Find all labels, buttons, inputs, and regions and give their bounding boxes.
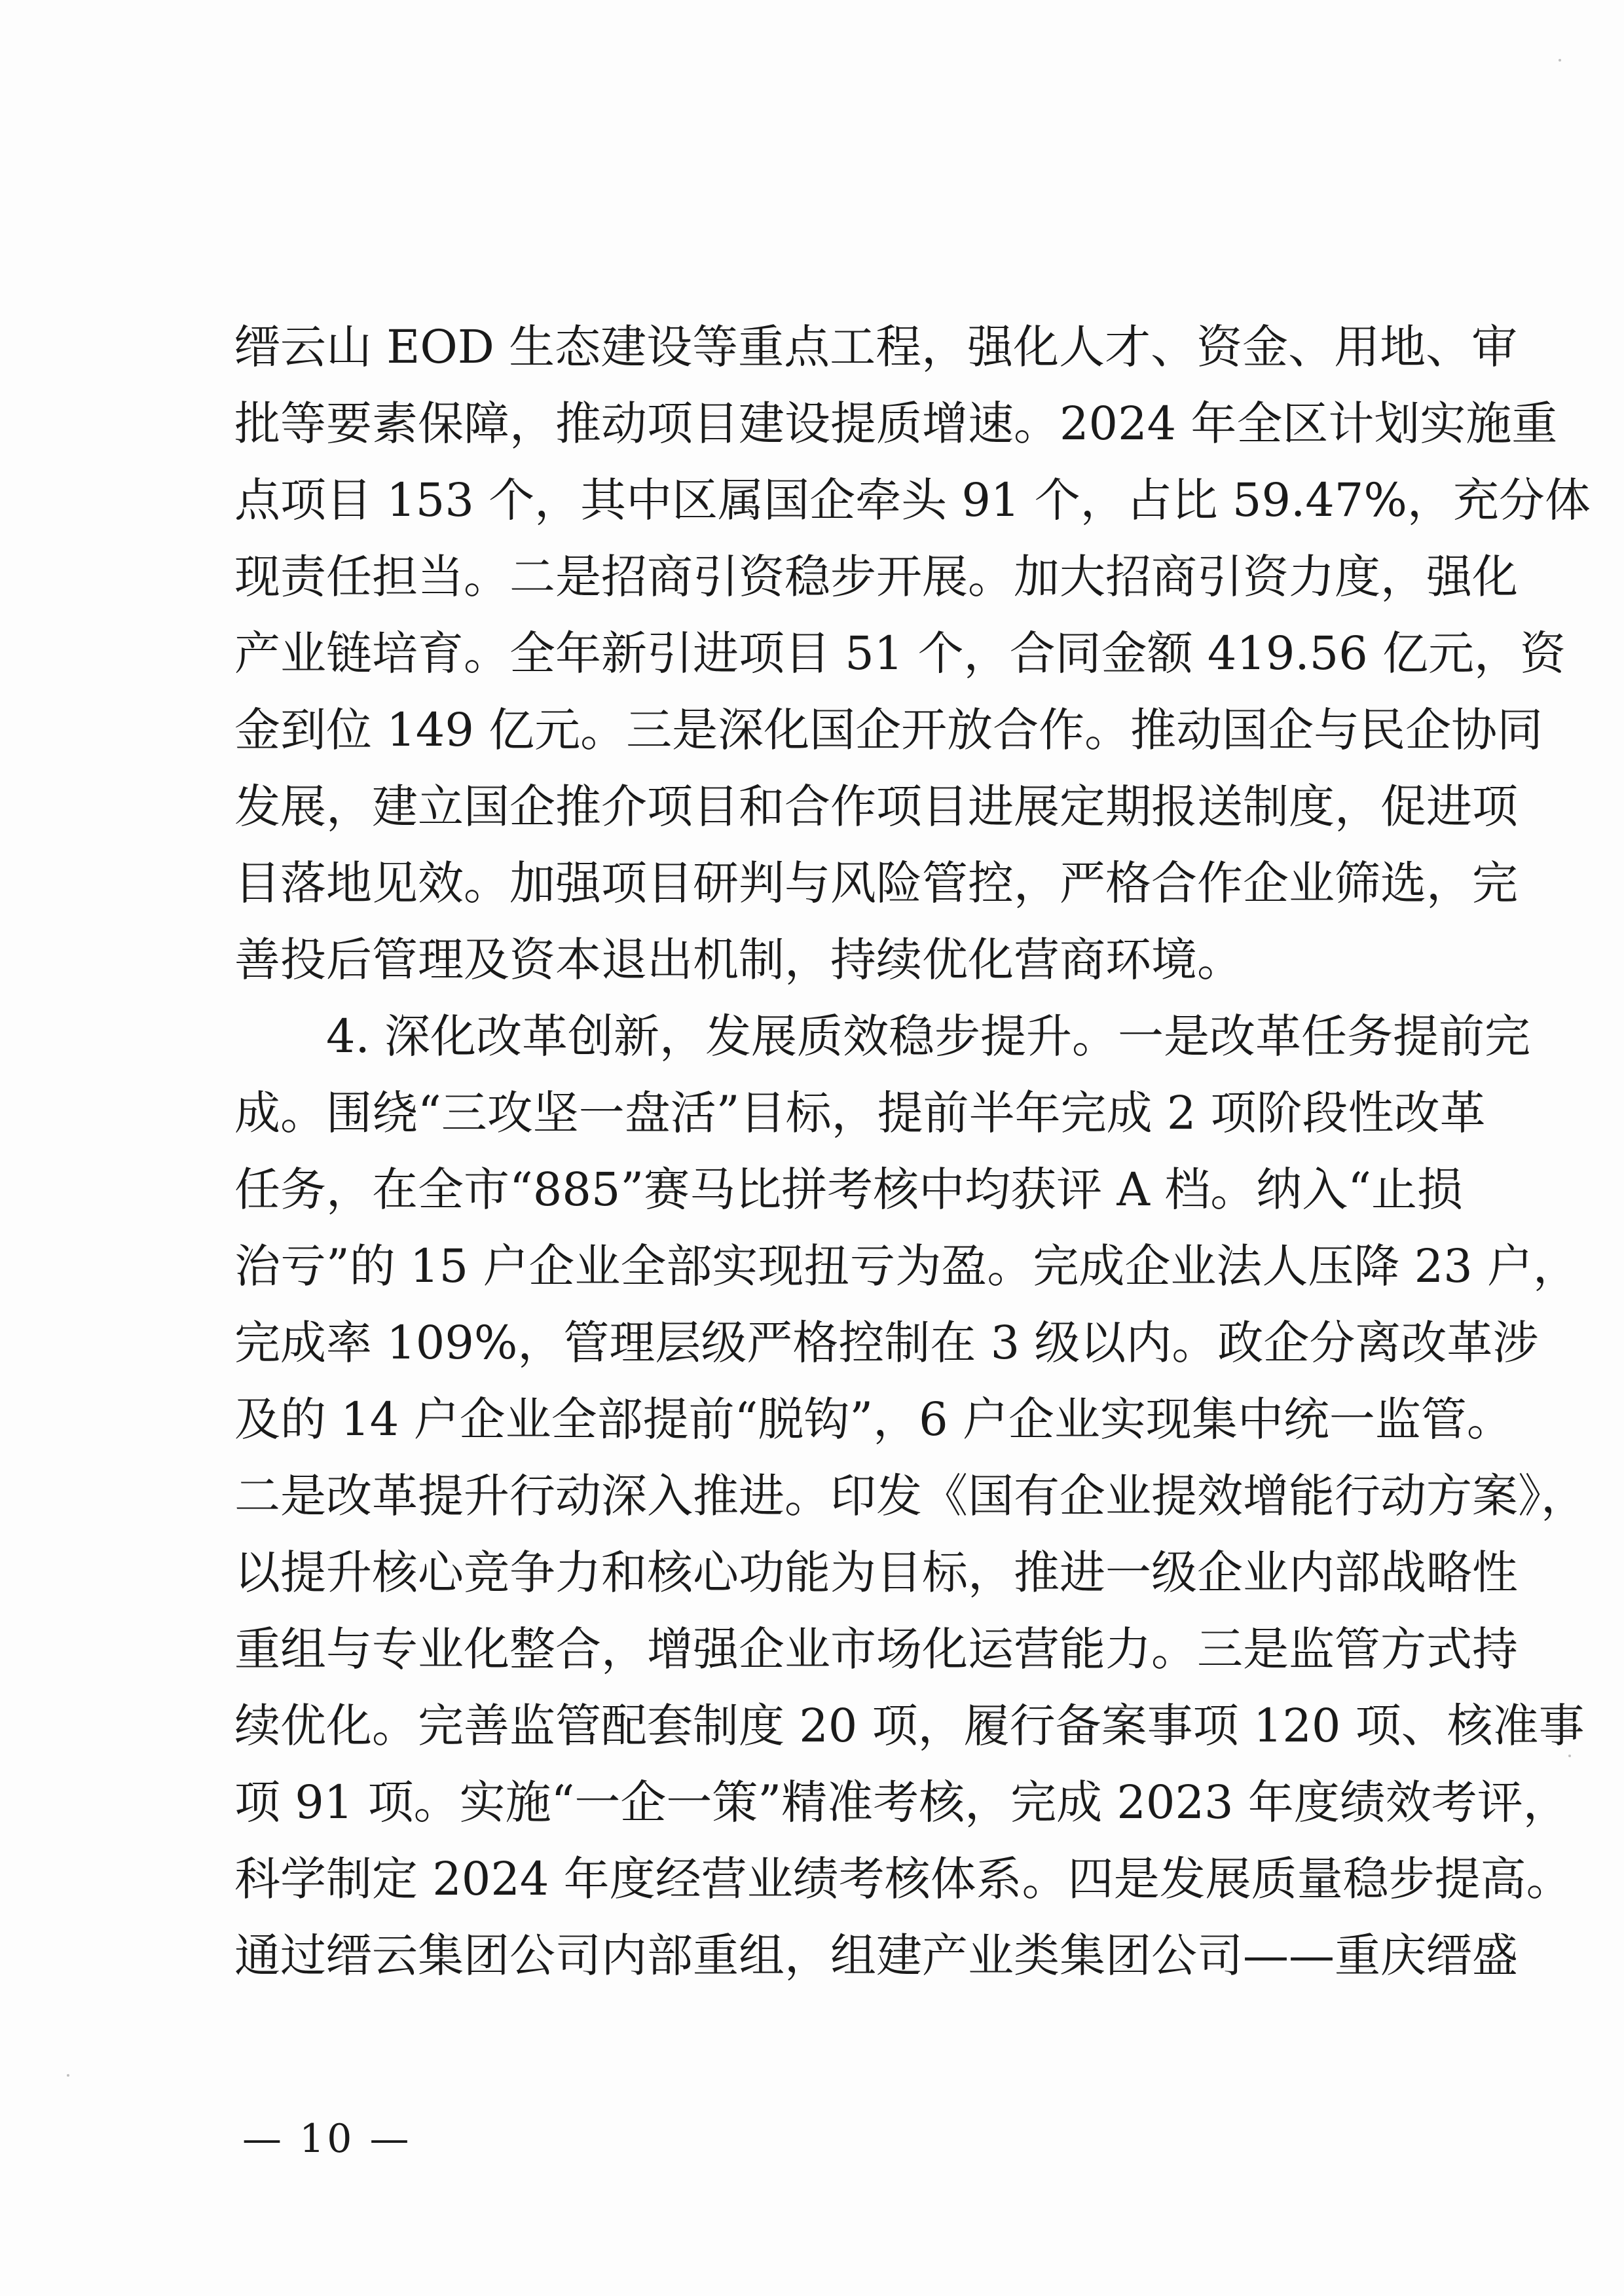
body-line: 产业链培育。全年新引进项目 51 个，合同金额 419.56 亿元，资 (234, 627, 1566, 680)
scan-speck (67, 2074, 69, 2077)
body-line: 二是改革提升行动深入推进。印发《国有企业提效增能行动方案》， (234, 1469, 1587, 1523)
body-line: 发展，建立国企推介项目和合作项目进展定期报送制度，促进项 (234, 780, 1518, 833)
body-line: 善投后管理及资本退出机制，持续优化营商环境。 (234, 933, 1243, 987)
body-line: 点项目 153 个，其中区属国企牵头 91 个，占比 59.47%，充分体 (234, 473, 1591, 527)
section-heading-line: 4. 深化改革创新，发展质效稳步提升。一是改革任务提前完 (326, 1010, 1531, 1063)
body-line: 完成率 109%，管理层级严格控制在 3 级以内。政企分离改革涉 (234, 1316, 1539, 1370)
body-line: 项 91 项。实施“一企一策”精准考核，完成 2023 年度绩效考评， (234, 1776, 1569, 1829)
body-line: 现责任担当。二是招商引资稳步开展。加大招商引资力度，强化 (234, 550, 1518, 604)
scan-speck (1568, 1755, 1571, 1757)
body-line: 以提升核心竞争力和核心功能为目标，推进一级企业内部战略性 (234, 1546, 1518, 1599)
body-line: 通过缙云集团公司内部重组，组建产业类集团公司——重庆缙盛 (234, 1929, 1518, 1982)
body-line: 科学制定 2024 年度经营业绩考核体系。四是发展质量稳步提高。 (234, 1852, 1572, 1906)
body-line: 目落地见效。加强项目研判与风险管控，严格合作企业筛选，完 (234, 856, 1518, 910)
body-line: 治亏”的 15 户企业全部实现扭亏为盈。完成企业法人压降 23 户， (234, 1239, 1579, 1293)
body-line: 重组与专业化整合，增强企业市场化运营能力。三是监管方式持 (234, 1622, 1518, 1676)
body-line: 金到位 149 亿元。三是深化国企开放合作。推动国企与民企协同 (234, 703, 1543, 757)
body-line: 缙云山 EOD 生态建设等重点工程，强化人才、资金、用地、审 (234, 320, 1518, 374)
body-line: 任务，在全市“885”赛马比拼考核中均获评 A 档。纳入“止损 (234, 1163, 1464, 1216)
page-number: — 10 — (242, 2116, 412, 2162)
body-line: 及的 14 户企业全部提前“脱钩”，6 户企业实现集中统一监管。 (234, 1393, 1513, 1446)
body-line: 成。围绕“三攻坚一盘活”目标，提前半年完成 2 项阶段性改革 (234, 1086, 1486, 1140)
body-line: 批等要素保障，推动项目建设提质增速。2024 年全区计划实施重 (234, 397, 1558, 450)
scan-speck (1559, 59, 1561, 62)
body-line: 续优化。完善监管配套制度 20 项，履行备案事项 120 项、核准事 (234, 1699, 1585, 1753)
